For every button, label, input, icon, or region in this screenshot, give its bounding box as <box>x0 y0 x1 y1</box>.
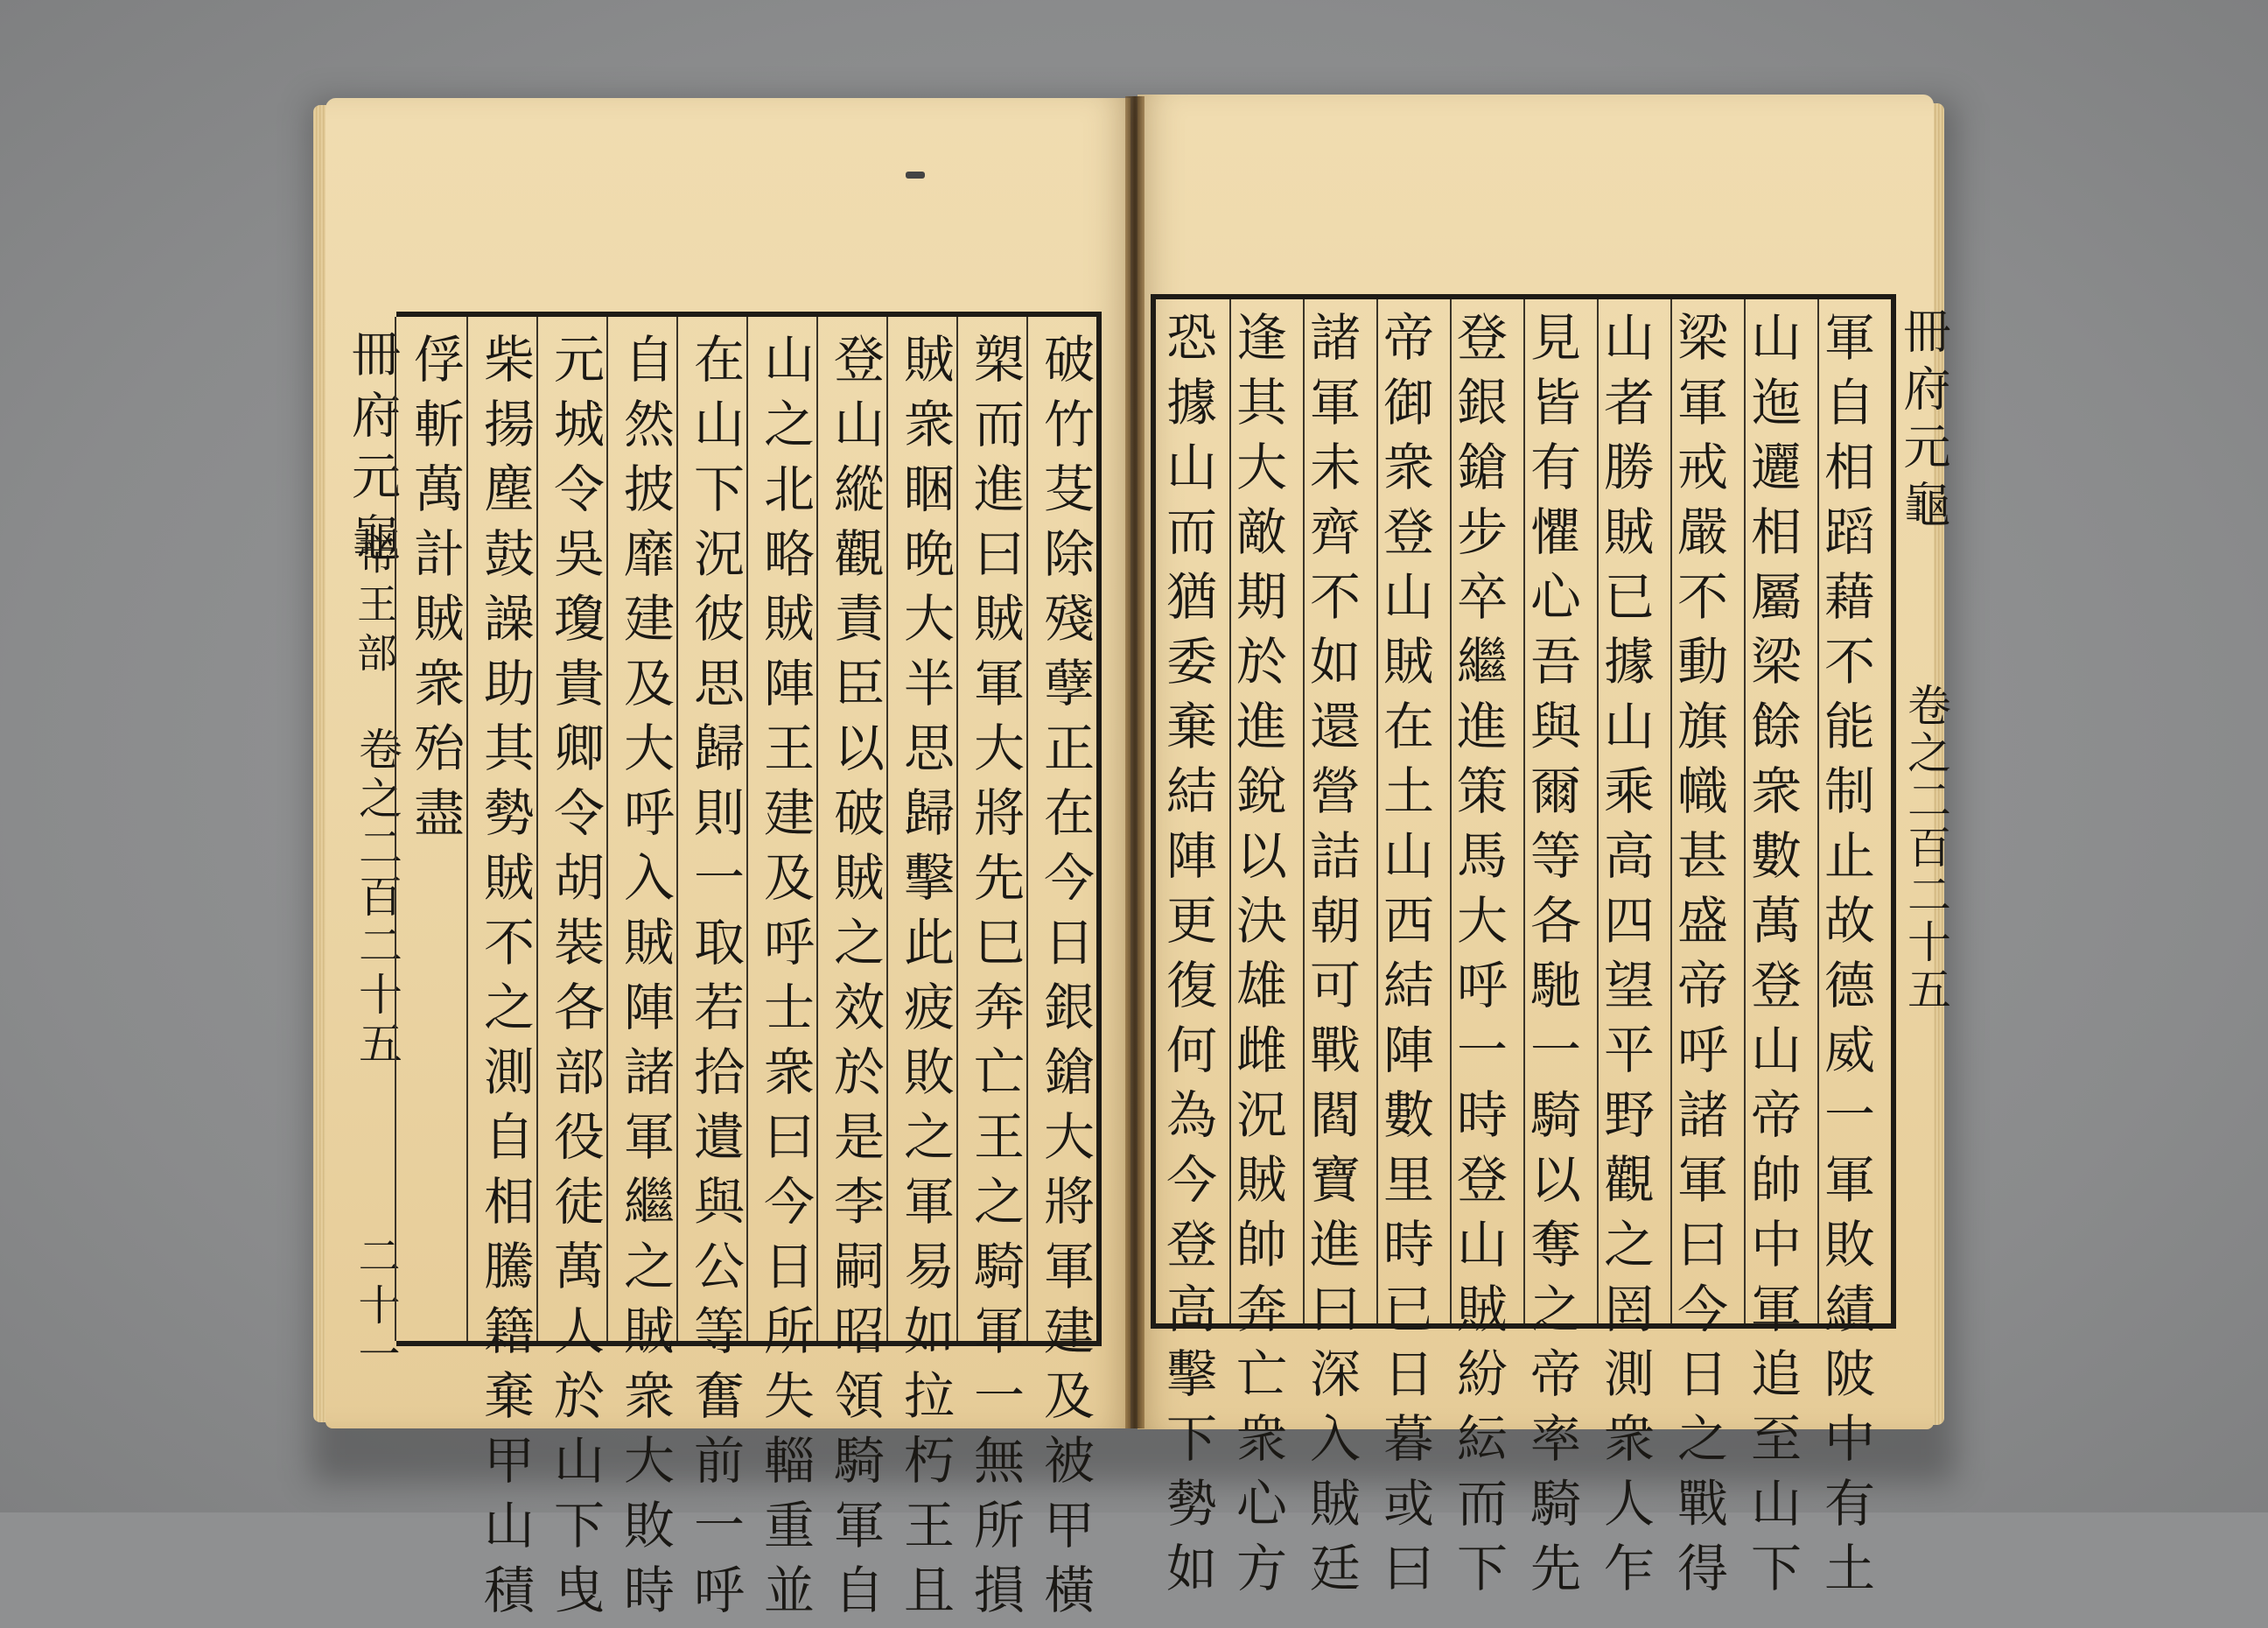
column-rule <box>676 317 678 1341</box>
text-column: 山之北略賊陣王建及呼士衆曰今日所失輜重並 <box>755 333 815 1628</box>
left-margin-title: 冊府元龜 <box>344 328 401 573</box>
text-column: 破竹芟除殘孽正在今日銀鎗大將軍建及被甲橫 <box>1035 333 1095 1628</box>
text-column: 山迤邐相屬梁餘衆數萬登山帝帥中軍追至山下 <box>1742 311 1802 1606</box>
column-rule <box>746 317 748 1341</box>
right-margin-header: 冊府元龜 <box>1896 306 1951 537</box>
text-column: 元城令吳瓊貴卿令胡裝各部役徒萬人於山下曳 <box>545 333 605 1628</box>
text-column: 登山縱觀責臣以破賊之效於是李嗣昭領騎軍自 <box>825 333 885 1628</box>
text-column: 在山下況彼思歸則一取若拾遺與公等奮前一呼 <box>685 333 745 1628</box>
text-column: 槊而進曰賊軍大將先巳奔亡王之騎軍一無所損 <box>965 333 1025 1628</box>
text-column: 俘斬萬計賊衆殆盡 <box>405 333 465 851</box>
column-rule <box>886 317 888 1341</box>
text-column: 梁軍戒嚴不動旗幟甚盛帝呼諸軍曰今日之戰得 <box>1669 311 1728 1606</box>
ink-speck <box>906 172 925 179</box>
text-column: 登銀鎗步卒繼進策馬大呼一時登山賊紛紜而下 <box>1448 311 1508 1606</box>
text-column: 逢其大敵期於進銳以決雄雌況賊帥奔亡衆心方 <box>1228 311 1287 1606</box>
left-margin-page-number: 二十一 <box>351 1234 400 1381</box>
text-column: 帝御衆登山賊在土山西結陣數里時已日暮或曰 <box>1375 311 1434 1606</box>
text-column: 見皆有懼心吾與爾等各馳一騎以奪之帝率騎先 <box>1522 311 1581 1606</box>
column-rule <box>466 317 468 1341</box>
text-column: 自然披靡建及大呼入賊陣諸軍繼之賊衆大敗時 <box>615 333 675 1628</box>
text-column: 恐據山而猶委棄結陣更復何為今登高擊下勢如 <box>1158 311 1217 1606</box>
text-column: 柴揚塵鼓譟助其勢賊不之測自相騰籍棄甲山積 <box>475 333 535 1628</box>
text-column: 軍自相蹈藉不能制止故德威一軍敗績陂中有土 <box>1816 311 1875 1606</box>
column-rule <box>816 317 818 1341</box>
text-column: 山者勝賊已據山乘高四望平野觀之罔測衆人乍 <box>1595 311 1655 1606</box>
left-margin-section: 帝王部 <box>351 534 398 681</box>
left-margin-volume: 卷之二百二十五 <box>352 726 402 1070</box>
column-rule <box>395 317 396 1341</box>
text-column: 諸軍未齊不如還營詰朝可戰閻寶進曰深入賊廷 <box>1301 311 1361 1606</box>
column-rule <box>606 317 608 1341</box>
column-rule <box>1026 317 1028 1341</box>
column-rule <box>956 317 958 1341</box>
column-rule <box>536 317 538 1341</box>
book-gutter <box>1125 96 1144 1428</box>
right-margin-volume: 卷之二百二十五 <box>1900 683 1951 1014</box>
text-column: 賊衆睏晩大半思歸擊此疲敗之軍易如拉朽王且 <box>895 333 955 1628</box>
